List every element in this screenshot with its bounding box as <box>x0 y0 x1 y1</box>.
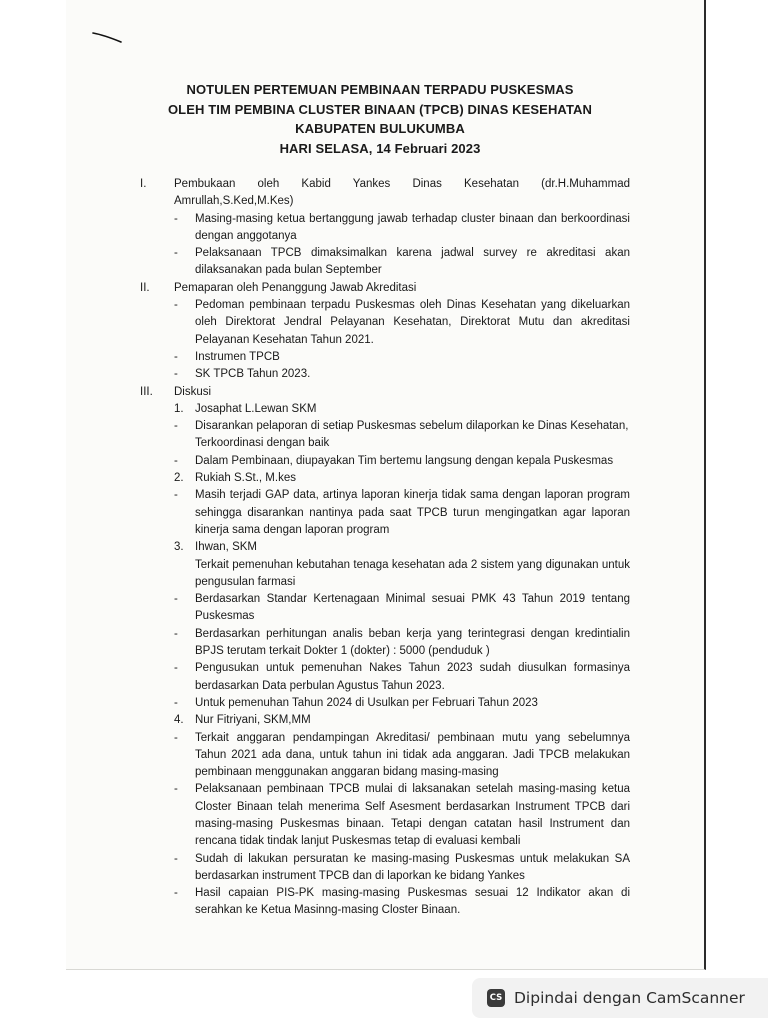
list-item <box>0 626 768 661</box>
list-item <box>0 297 768 349</box>
document-title <box>140 80 620 158</box>
list-item-text: Disarankan pelaporan di setiap Puskesmas sebelum dilaporkan ke Dinas Kesehatan, Terkoordinasi dengan baik <box>195 420 629 450</box>
title-line-4: HARI SELASA, 14 Februari 2023 <box>279 140 481 156</box>
speaker-4 <box>0 712 768 729</box>
bullet-dash: - <box>174 662 178 675</box>
pen-mark <box>92 30 122 44</box>
list-item-text: Pengusukan untuk pemenuhan Nakes Tahun 2023 sudah diusulkan formasinya berdasarkan Data perbulan Agustus Tahun 2023. <box>195 662 630 692</box>
list-item-text: Masing-masing ketua bertanggung jawab terhadap cluster binaan dan berkoordinasi dengan anggotanya <box>195 212 630 242</box>
section-heading: Pembukaan oleh Kabid Yankes Dinas Kesehatan (dr.H.Muhammad Amrullah,S.Ked,M.Kes) <box>174 178 630 208</box>
list-item <box>0 418 768 453</box>
section-number: II. <box>140 281 150 294</box>
speaker-name: Josaphat L.Lewan SKM <box>195 402 317 415</box>
list-item <box>0 695 768 712</box>
speaker-number: 3. <box>174 541 184 554</box>
list-item-text: Instrumen TPCB <box>195 350 280 363</box>
speaker-intro <box>0 557 768 592</box>
speaker-name: Ihwan, SKM <box>195 541 257 554</box>
list-item-text: Untuk pemenuhan Tahun 2024 di Usulkan per Februari Tahun 2023 <box>195 696 538 709</box>
list-item-text: Pelaksanaan pembinaan TPCB mulai di laksanakan setelah masing-masing ketua Closter Binaan telah menerima Self Asesment berdasarkan Instrument TPCB dari masing-masing Puskesmas binaan. Tetapi dengan catatan hasil Instrument dan rencana tidak tindak lanjut Puskesmas tetap di evaluasi kembali <box>195 783 630 848</box>
bullet-dash: - <box>174 454 178 467</box>
bullet-dash: - <box>174 420 178 433</box>
bullet-dash: - <box>174 783 178 796</box>
list-item-text: Hasil capaian PIS-PK masing-masing Puskesmas sesuai 12 Indikator akan di serahkan ke Ketua Masinng-masing Closter Binaan. <box>195 887 630 917</box>
section-2 <box>0 280 768 297</box>
list-item-text: Pelaksanaan TPCB dimaksimalkan karena jadwal survey re akreditasi akan dilaksanakan pada bulan September <box>195 247 630 277</box>
section-number: I. <box>140 178 147 190</box>
list-item-text: Sudah di lakukan persuratan ke masing-masing Puskesmas untuk melakukan SA berdasarkan instrument TPCB dan di laporkan ke bidang Yankes <box>195 852 630 882</box>
bullet-dash: - <box>174 212 178 225</box>
section-heading: Diskusi <box>174 385 212 398</box>
speaker-2 <box>0 470 768 487</box>
speaker-number: 1. <box>174 402 184 415</box>
section-1 <box>0 176 768 211</box>
bullet-dash: - <box>174 852 178 865</box>
list-item <box>0 211 768 246</box>
list-item <box>0 781 768 850</box>
bullet-dash: - <box>174 627 178 640</box>
bullet-dash: - <box>174 489 178 502</box>
speaker-intro-text: Terkait pemenuhan kebutahan tenaga kesehatan ada 2 sistem yang digunakan untuk pengusulan farmasi <box>195 558 630 588</box>
list-item <box>0 591 768 626</box>
speaker-1 <box>0 401 768 418</box>
list-item <box>0 349 768 366</box>
camscanner-badge <box>472 978 768 1018</box>
bullet-dash: - <box>174 247 178 260</box>
list-item <box>0 245 768 280</box>
speaker-name: Rukiah S.St., M.kes <box>195 472 296 485</box>
list-item-text: SK TPCB Tahun 2023. <box>195 368 311 381</box>
camscanner-logo-icon: CS <box>487 989 505 1007</box>
bullet-dash: - <box>174 887 178 900</box>
list-item <box>0 851 768 886</box>
bullet-dash: - <box>174 696 178 709</box>
bullet-dash: - <box>174 731 178 744</box>
camscanner-label: Dipindai dengan CamScanner <box>514 989 745 1007</box>
bullet-dash: - <box>174 350 178 363</box>
title-line-2: OLEH TIM PEMBINA CLUSTER BINAAN (TPCB) DINAS KESEHATAN <box>167 101 593 117</box>
list-item-text: Berdasarkan perhitungan analis beban kerja yang terintegrasi dengan kredintialin BPJS terutam terkait Dokter 1 (dokter) : 5000 (penduduk ) <box>195 627 630 658</box>
bullet-dash: - <box>174 299 178 312</box>
speaker-number: 4. <box>174 714 184 727</box>
list-item-text: Dalam Pembinaan, diupayakan Tim bertemu langsung dengan kepala Puskesmas <box>195 454 614 467</box>
title-line-3: KABUPATEN BULUKUMBA <box>295 121 465 136</box>
list-item-text: Terkait anggaran pendampingan Akreditasi/ pembinaan mutu yang sebelumnya Tahun 2021 ada dana, untuk tahun ini tidak ada anggaran. Jadi TPCB melakukan pembinaan menggunakan anggaran bidang masing-masing <box>195 731 630 779</box>
list-item <box>0 730 768 782</box>
title-line-1: NOTULEN PERTEMUAN PEMBINAAN TERPADU PUSKESMAS <box>186 82 574 97</box>
section-number: III. <box>140 385 153 398</box>
bullet-dash: - <box>174 593 178 606</box>
list-item <box>0 487 768 539</box>
list-item <box>0 885 768 920</box>
speaker-name: Nur Fitriyani, SKM,MM <box>195 714 311 727</box>
list-item <box>0 453 768 470</box>
section-heading: Pemaparan oleh Penanggung Jawab Akreditasi <box>174 281 417 294</box>
list-item <box>0 660 768 695</box>
speaker-3 <box>0 539 768 556</box>
list-item-text: Pedoman pembinaan terpadu Puskesmas oleh Dinas Kesehatan yang dikeluarkan oleh Direktorat Jendral Pelayanan Kesehatan, Direktorat Mutu dan akreditasi Pelayanan Kesehatan Tahun 2021. <box>195 299 630 346</box>
section-3 <box>0 384 768 401</box>
bullet-dash: - <box>174 368 178 381</box>
document-body <box>0 176 768 920</box>
list-item-text: Berdasarkan Standar Kertenagaan Minimal sesuai PMK 43 Tahun 2019 tentang Puskesmas <box>195 593 630 623</box>
list-item-text: Masih terjadi GAP data, artinya laporan kinerja tidak sama dengan laporan program sehingga disarankan nantinya pada saat TPCB turun mengingatkan agar laporan kinerja sama dengan laporan program <box>195 489 630 536</box>
list-item <box>0 366 768 383</box>
speaker-number: 2. <box>174 472 184 485</box>
